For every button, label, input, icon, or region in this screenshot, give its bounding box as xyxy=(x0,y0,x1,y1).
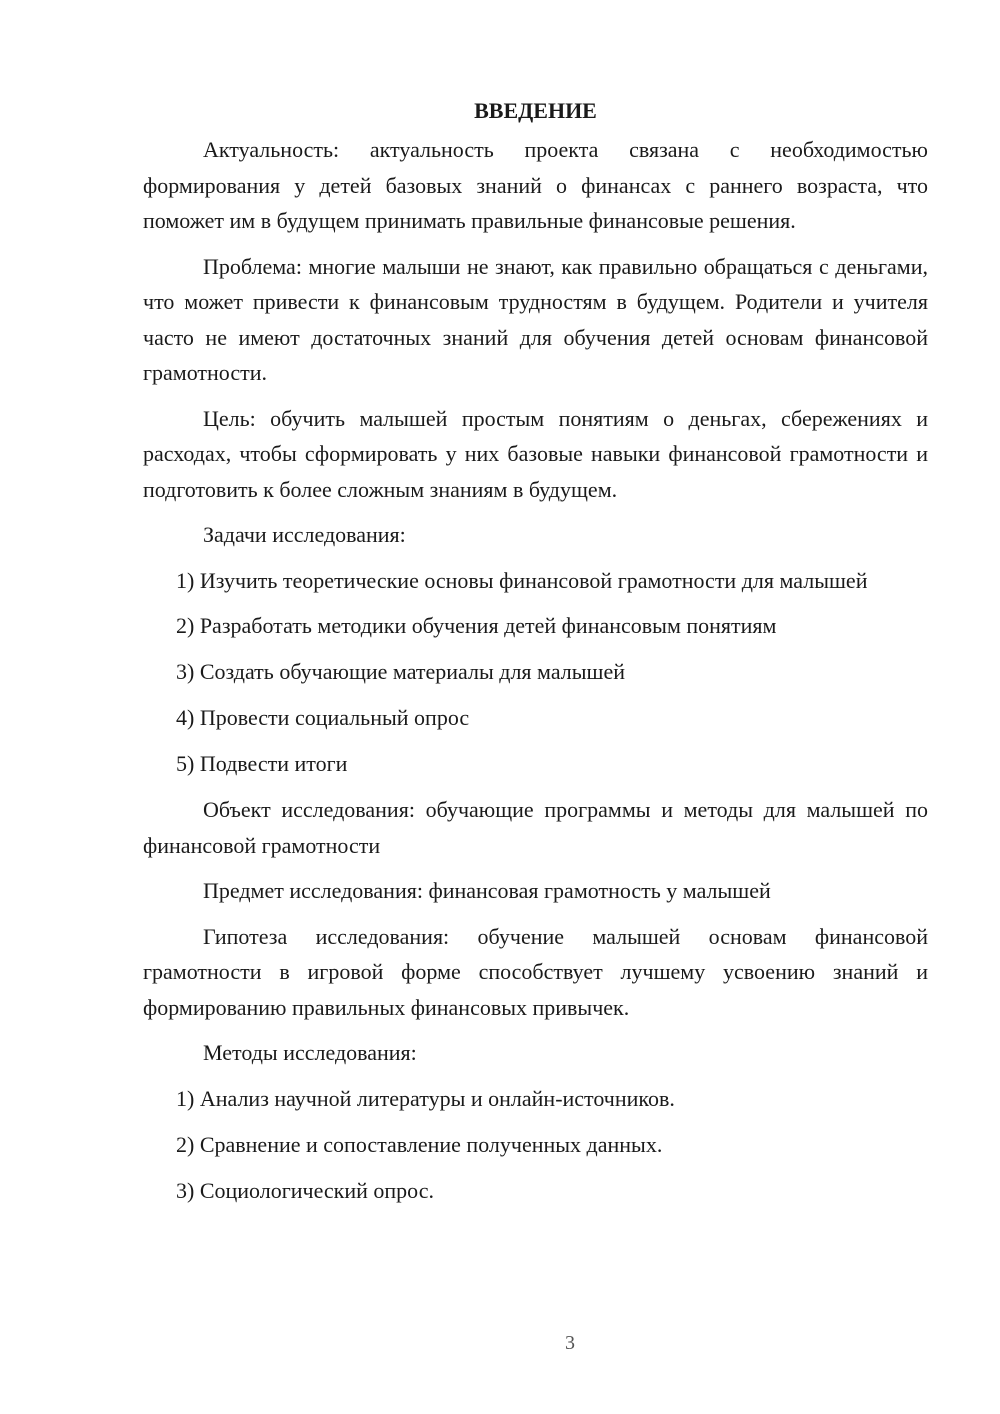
list-item: 3) Социологический опрос. xyxy=(176,1177,434,1203)
object-paragraph: Объект исследования: обучающие программы и методы для малышей по финансовой грамотности xyxy=(143,797,928,858)
list-item: 3) Создать обучающие материалы для малышей xyxy=(176,659,626,684)
tasks-list xyxy=(143,563,928,782)
page-number: 3 xyxy=(565,1332,575,1354)
section-title: ВВЕДЕНИЕ xyxy=(474,98,597,123)
methods-list xyxy=(143,1081,928,1209)
page-content xyxy=(143,94,928,1219)
list-item: 1) Изучить теоретические основы финансовой грамотности для малышей xyxy=(176,567,868,593)
list-item: 2) Сравнение и сопоставление полученных данных. xyxy=(176,1131,663,1157)
goal-paragraph: Цель: обучить малышей простым понятиям о деньгах, сбережениях и расходах, чтобы сформировать у них базовые навыки финансовой грамотности и подготовить к более сложным знаниям в будущем. xyxy=(143,405,928,502)
list-item: 1) Анализ научной литературы и онлайн-источников. xyxy=(176,1085,675,1111)
tasks-heading: Задачи исследования: xyxy=(203,522,406,547)
subject-paragraph: Предмет исследования: финансовая грамотность у малышей xyxy=(203,878,771,903)
list-item: 2) Разработать методики обучения детей финансовым понятиям xyxy=(176,613,777,638)
relevance-paragraph: Актуальность: актуальность проекта связана с необходимостью формирования у детей базовых знаний о финансах с раннего возраста, что поможет им в будущем принимать правильные финансовые решения. xyxy=(143,137,928,233)
problem-paragraph: Проблема: многие малыши не знают, как правильно обращаться с деньгами, что может привести к финансовым трудностям в будущем. Родители и учителя часто не имеют достаточных знаний для обучения детей основам финансовой грамотности. xyxy=(143,253,928,385)
hypothesis-paragraph: Гипотеза исследования: обучение малышей основам финансовой грамотности в игровой форме способствует лучшему усвоению знаний и формированию правильных финансовых привычек. xyxy=(143,923,928,1020)
list-item: 4) Провести социальный опрос xyxy=(176,705,470,730)
list-item: 5) Подвести итоги xyxy=(176,751,348,776)
methods-heading: Методы исследования: xyxy=(203,1040,417,1065)
